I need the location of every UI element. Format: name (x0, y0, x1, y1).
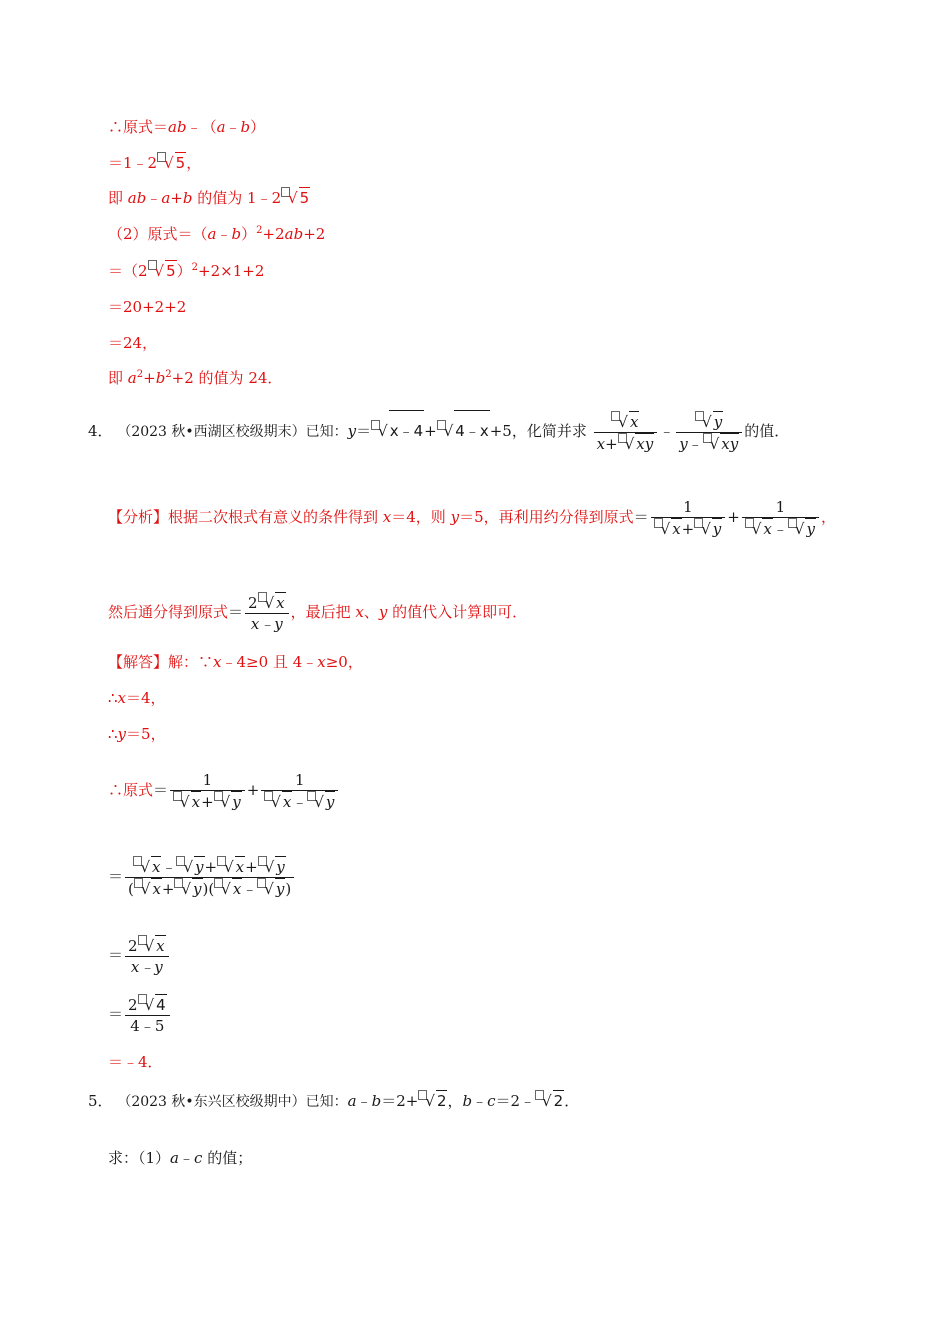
solution-line-4: ∴原式＝ $\frac{1}{√ x+ √ y}$ + $\frac{1}{√ x﹣ √ y}$ (108, 770, 340, 812)
placeholder-box-icon (173, 791, 182, 801)
analysis-fraction-3: $\frac{2 √ x}{x﹣y}$ (245, 592, 289, 634)
solution-line-1: 【解答】解：∵x﹣4≥0 且 4﹣x≥0， (108, 653, 363, 671)
solution-fraction-3: $\frac{√ x﹣ √ y+ √ x+ √ y}{( √ x+ √ y)( √ x﹣ √ y)}$ (125, 856, 294, 899)
placeholder-box-icon (418, 1090, 427, 1100)
analysis-line-1: 【分析】根据二次根式有意义的条件得到 x＝4，则 y＝5，再利用约分得到原式＝ $\frac{1}{√ x+ √ y}$ + $\frac{1}{√ x﹣ √ y}$ ， (108, 498, 836, 538)
placeholder-box-icon (138, 935, 147, 945)
placeholder-box-icon (788, 518, 797, 528)
step-line-2: ＝1﹣2 √ 5， (108, 154, 202, 172)
question-4: 4． （2023 秋•西湖区校级期末）已知：y＝ √ x﹣4+ √ 4﹣x+5，化简并求 $\frac{√ x}{x+ √ xy}$ ﹣ $\frac{√ y}{y﹣ √ xy}$ 的值． (88, 410, 789, 454)
analysis-line-2: 然后通分得到原式＝ $\frac{2 √ x}{x﹣y}$ ，最后把 x、y 的值代入计算即可． (108, 594, 528, 633)
placeholder-box-icon (174, 878, 183, 888)
placeholder-box-icon (148, 260, 157, 270)
fraction-2: $\frac{√ y}{y﹣ √ xy}$ (676, 411, 742, 454)
solution-line-5: ＝ $\frac{√ x﹣ √ y+ √ x+ √ y}{( √ x+ √ y)( √ x﹣ √ y)}$ (108, 856, 296, 899)
solution-fraction-1: $\frac{1}{√ x+ √ y}$ (170, 770, 245, 812)
placeholder-box-icon (214, 791, 223, 801)
placeholder-box-icon (157, 152, 166, 162)
placeholder-box-icon (654, 518, 663, 528)
step-line-8: 即 $a^2+b^2+2$ 的值为 24． (108, 369, 283, 387)
placeholder-box-icon (535, 1090, 544, 1100)
placeholder-box-icon (134, 878, 143, 888)
question-number: 4． (88, 422, 113, 440)
question-5: 5． （2023 秋•东兴区校级期中）已知：a﹣b＝2+ √ 2，b﹣c＝2﹣ √ 2． (88, 1092, 580, 1110)
placeholder-box-icon (214, 878, 223, 888)
step-line-6: ＝20+2+2 (108, 298, 187, 316)
solution-fraction-2: $\frac{1}{√ x﹣ √ y}$ (261, 770, 338, 812)
placeholder-box-icon (703, 433, 712, 443)
question-number: 5． (88, 1092, 113, 1110)
placeholder-box-icon (257, 878, 266, 888)
placeholder-box-icon (258, 592, 267, 602)
solution-line-8: ＝﹣4． (108, 1053, 163, 1071)
fraction-1: $\frac{√ x}{x+ √ xy}$ (594, 411, 658, 454)
step-line-3: 即 ab﹣a+b 的值为 1﹣2 √ 5 (108, 189, 310, 207)
analysis-fraction-1: $\frac{1}{√ x+ √ y}$ (651, 497, 726, 539)
placeholder-box-icon (307, 791, 316, 801)
placeholder-box-icon (437, 420, 446, 430)
solution-fraction-4: $\frac{2 √ x}{x﹣y}$ (125, 935, 169, 977)
solution-fraction-5: $\frac{2 √ 4}{4﹣5}$ (125, 994, 170, 1036)
placeholder-box-icon (618, 433, 627, 443)
placeholder-box-icon (258, 856, 267, 866)
step-line-5: ＝（2 √ 5）$^2$+2×1+2 (108, 262, 265, 280)
step-line-4: （2）原式＝（a﹣b）$^2$+2ab+2 (108, 225, 326, 243)
placeholder-box-icon (695, 411, 704, 421)
placeholder-box-icon (133, 856, 142, 866)
solution-line-6: ＝ $\frac{2 √ x}{x﹣y}$ (108, 935, 171, 977)
question-source: （2023 秋•东兴区校级期中）已知： (117, 1094, 348, 1110)
question-5-request: 求：（1）a﹣c 的值； (108, 1149, 253, 1167)
step-line-7: ＝24， (108, 334, 158, 352)
step-line-1: ∴原式＝ab﹣（a﹣b） (108, 118, 266, 136)
analysis-tag: 【分析】 (108, 508, 169, 526)
analysis-fraction-2: $\frac{1}{√ x﹣ √ y}$ (742, 497, 819, 539)
placeholder-box-icon (745, 518, 754, 528)
solution-line-7: ＝ $\frac{2 √ 4}{4﹣5}$ (108, 994, 172, 1036)
question-source: （2023 秋•西湖区校级期末）已知： (117, 424, 348, 440)
placeholder-box-icon (217, 856, 226, 866)
placeholder-box-icon (176, 856, 185, 866)
solution-tag: 【解答】 (108, 653, 169, 671)
placeholder-box-icon (281, 187, 290, 197)
placeholder-box-icon (611, 411, 620, 421)
placeholder-box-icon (694, 518, 703, 528)
placeholder-box-icon (371, 420, 380, 430)
solution-line-2: ∴x＝4， (108, 689, 166, 707)
solution-line-3: ∴y＝5， (108, 725, 166, 743)
placeholder-box-icon (138, 994, 147, 1004)
placeholder-box-icon (264, 791, 273, 801)
